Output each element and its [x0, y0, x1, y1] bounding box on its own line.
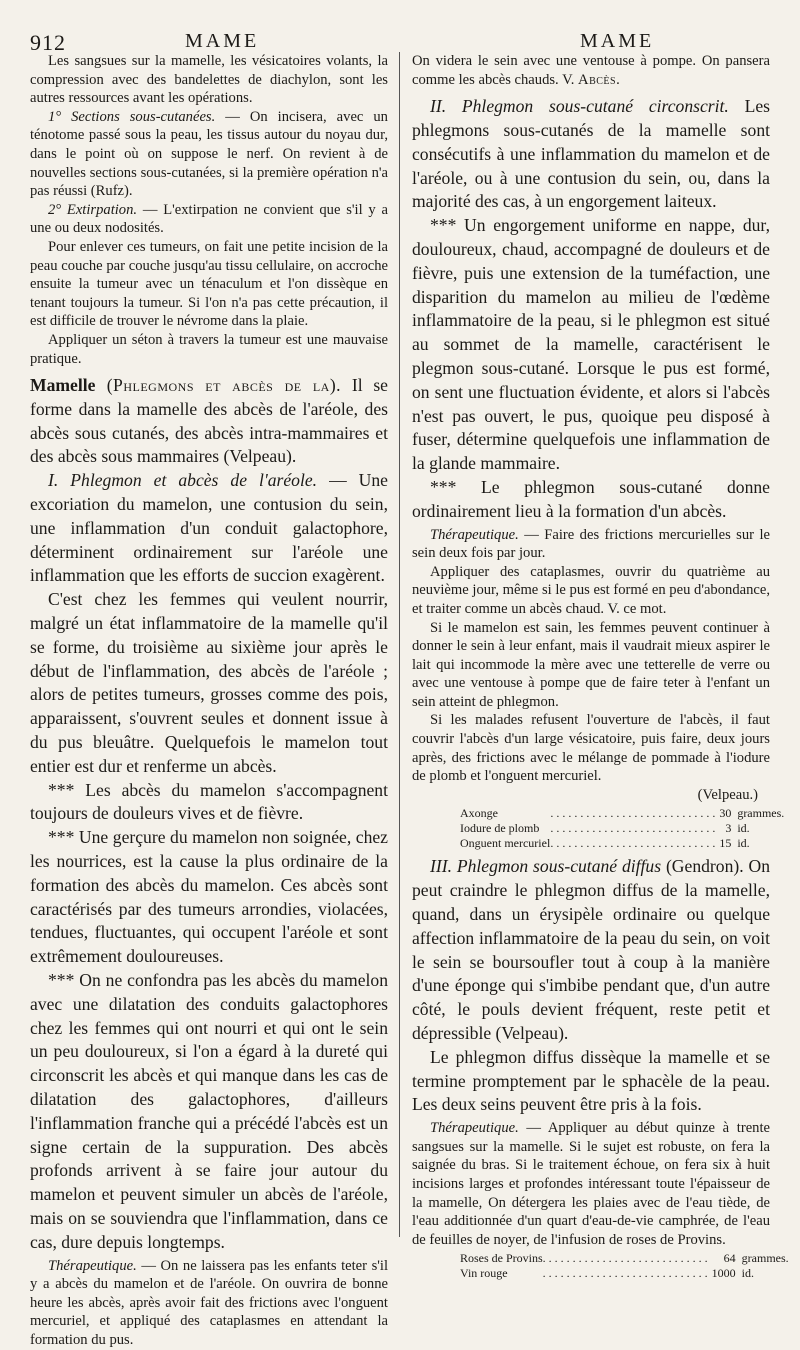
paragraph-text: — On incisera, avec un ténotome passé sous la peau, les tissus autour du noyau dur, dans le point où on suppose le nerf. On revient à de nouvelles sections sous-cutanées, si la première opération n'a pas réussi (Rufz). [30, 108, 388, 200]
paragraph: C'est chez les femmes qui veulent nourrir, malgré un état inflammatoire de la mamelle qu'il se forme, du troisième au sixième jour après le début de l'inflammation, des abcès de l'aréole ; alors de petites tumeurs, grosses comme des pois, apparaissent, s'ouvrent seules et donnent issue à du pus bleuâtre. Quelquefois le mamelon tout entier est dur et renferme un abcès. [30, 589, 388, 776]
therapeutique-label: Thérapeutique. [48, 1257, 137, 1274]
paragraph: *** On ne confondra pas les abcès du mamelon avec une dilatation des conduits galactophores chez les femmes qui ont nourri et qui ont le sein un peu douloureux, si l'on a égard à la dureté qui circonscrit les abcès et qui manque dans les cas de dilatation des galactophores, d'ailleurs l'inflammation franche qui a précédé l'abcès est un signe certain de la suppuration. Des abcès profonds arrivent à se faire jour autour du mamelon et peuvent simuler un abcès de l'aréole, mais on se souviendra que l'inflammation, dans ce cas, dure depuis longtemps. [30, 970, 388, 1252]
section-paragraph [30, 469, 388, 588]
paragraph: *** Les abcès du mamelon s'accompagnent toujours de douleurs vives et de fièvre. [30, 779, 388, 824]
left-column [30, 52, 388, 1348]
ingredient-name: Onguent mercuriel [460, 836, 551, 851]
formula-row [460, 1251, 789, 1266]
paragraph-text: — On ne laissera pas les enfants teter s'il y a abcès du mamelon et de l'aréole. On ouvrira de bonne heure les abcès, après avoir fait des frictions avec l'onguent mercuriel, et appliqué des cataplasmes en attendant la formation du pus. [30, 1257, 388, 1348]
column-divider [399, 52, 400, 1237]
leader-dots [550, 806, 715, 821]
paragraph [30, 108, 388, 201]
running-head-right: MAME [580, 30, 655, 52]
page-number: 912 [30, 30, 66, 55]
paragraph [412, 1119, 770, 1249]
section-heading: II. Phlegmon sous-cutané circonscrit. [430, 96, 729, 117]
paragraph: *** Le phlegmon sous-cutané donne ordinairement lieu à la formation d'un abcès. [412, 476, 770, 521]
ingredient-qty: 64 [723, 1251, 736, 1266]
paragraph: *** Une gerçure du mamelon non soignée, chez les nourrices, est la cause la plus ordinaire de la formation des abcès du mamelon. Ces abcès sont caractérisés par des tumeurs arrondies, violacées, tendues, fluctuantes, qui occupent l'aréole et sont extrêmement douloureuses. [30, 827, 388, 967]
section-paragraph [412, 95, 770, 214]
section-heading: I. Phlegmon et abcès de l'aréole. [48, 470, 318, 491]
ingredient-qty: 3 [725, 821, 732, 836]
formula-row [460, 1266, 789, 1281]
leader-dots [550, 821, 715, 836]
paragraph: Si les malades refusent l'ouverture de l'abcès, il faut couvrir l'abcès d'un large vésicatoire, puis faire, deux jours après, des frictions avec le mélange de pommade à l'iodure de plomb et l'onguent mercuriel. [412, 712, 770, 785]
paragraph [412, 52, 770, 89]
entry-text: Il se forme dans la mamelle des abcès de l'aréole, des abcès sous cutanés, des abcès intra-mammaires et des abcès sous mammaires (Velpeau). [30, 375, 388, 467]
paragraph-text: — L'extirpation ne convient que s'il y a une ou deux nodosités. [30, 201, 388, 237]
page-header [0, 22, 800, 56]
ingredient-qty: 15 [719, 836, 732, 851]
paragraph-text: On videra le sein avec une ventouse à pompe. On pansera comme les abcès chauds. V. [412, 53, 770, 88]
entry-word: Mamelle [30, 375, 96, 396]
paragraph: Le phlegmon diffus dissèque la mamelle et se termine promptement par le sphacèle de la peau. Les deux seins peuvent être pris à la fois. [412, 1046, 770, 1115]
ingredient-unit: grammes. [737, 806, 785, 821]
citation: (Velpeau.) [697, 786, 758, 803]
ingredient-unit: id. [737, 821, 750, 836]
ingredient-name: Vin rouge [460, 1266, 508, 1281]
formula-row [460, 821, 784, 836]
paragraph: Appliquer un séton à travers la tumeur est une mauvaise pratique. [30, 331, 388, 367]
paragraph: Si le mamelon est sain, les femmes peuvent continuer à donner le sein à leur enfant, mais il vaudrait mieux aspirer le lait qui incommode la mère avec une tetterelle de verre ou avec une ventouse à pompe que de faire teter à l'enfant un sein atteint de phlegmon. [412, 619, 770, 710]
paragraph: Les sangsues sur la mamelle, les vésicatoires volants, la compression avec des bandelettes de diachylon, sont les autres ressources avant les opérations. [30, 53, 388, 107]
ingredient-unit: id. [737, 836, 750, 851]
formula-table [460, 806, 784, 851]
ingredient-qty: 30 [719, 806, 732, 821]
paragraph-text: — Appliquer au début quinze à trente sangsues sur la mamelle. Si le sujet est robuste, on fera la saignée du bras. Si le traitement échoue, on fera six à huit incisions larges et profondes intéressant toute l'épaisseur de la mamelle, On détergera les plaies avec de l'eau tiède, de l'eau additionnée d'un quart d'eau-de-vie camphrée, de l'eau de feuilles de noyer, de l'infusion de roses de Provins. [412, 1120, 770, 1248]
section-text: Les phlegmons sous-cutanés de la mamelle sont consécutifs à une inflammation du mamelon et de l'aréole, ou à une contusion du sein, ou, dans la majorité des cas, à un engorgement laiteux. [412, 96, 770, 212]
paragraph: Appliquer des cataplasmes, ouvrir du quatrième au neuvième jour, même si le pus est formé en peu d'abondance, et traiter comme un abcès chaud. V. ce mot. [412, 563, 770, 617]
paragraph: *** Un engorgement uniforme en nappe, dur, douloureux, chaud, accompagné de douleurs et de fièvre, puis une extension de la tuméfaction, une disparition du mamelon au milieu de l'œdème inflammatoire de la peau, si le phlegmon est situé au sommet de la mamelle, caractérisent le plegmon sous-cutané. Lorsque le pus est formé, on sent une fluctuation évidente, et alors si l'abcès n'est pas ouvert, le pus, quoique peu disposé à fuser, détermine quelquefois une inflammation de la glande mammaire. [412, 215, 770, 474]
formula-row [460, 836, 784, 851]
leader-dots [543, 1266, 708, 1281]
subsection-label: 2° Extirpation. [48, 201, 138, 218]
paragraph: Pour enlever ces tumeurs, on fait une petite incision de la peau couche par couche jusqu'au tissu cellulaire, on accroche ensuite la tumeur avec un ténaculum et l'on dissèque en tenant toujours la tumeur. Si l'on n'a pas cette précaution, il est difficile de trouver le névrome dans la plaie. [30, 238, 388, 330]
therapeutique-label: Thérapeutique. [430, 526, 519, 543]
ingredient-name: Roses de Provins [460, 1251, 543, 1266]
ingredient-name: Axonge [460, 806, 498, 821]
paragraph [412, 526, 770, 563]
paragraph [30, 1257, 388, 1350]
formula-row [460, 806, 784, 821]
section-text: — Une excoriation du mamelon, une contusion du sein, une inflammation d'un conduit galactophore, déterminent ordinairement sur l'aréole une inflammation que les efforts de succion exagèrent. [30, 470, 388, 586]
leader-dots [543, 1251, 708, 1266]
section-heading: III. Phlegmon sous-cutané diffus [430, 856, 662, 877]
section-text: (Gendron). On peut craindre le phlegmon diffus de la mamelle, quand, dans un érysipèle ordinaire ou quelque affection inflammatoire de la peau du sein, on voit le sein se boursoufler tout à coup à la manière d'une éponge qui s'imbibe pendant que, d'un autre côté, le pouls devient fréquent, reste petit et dépressible (Velpeau). [412, 856, 770, 1044]
running-head-left: MAMЕ [185, 30, 260, 52]
paragraph [30, 201, 388, 238]
entry-heading-paragraph [30, 374, 388, 469]
cross-reference: Abcès. [578, 71, 621, 88]
formula-table [460, 1251, 789, 1281]
ingredient-unit: id. [741, 1266, 755, 1281]
leader-dots [550, 836, 715, 851]
subsection-label: 1° Sections sous-cutanées. [48, 108, 216, 125]
ingredient-qty: 1000 [711, 1266, 736, 1281]
ingredient-unit: grammes. [741, 1251, 789, 1266]
right-column [412, 52, 789, 1281]
entry-title: (Phlegmons et abcès de la). [95, 375, 342, 396]
paragraph-text: — Faire des frictions mercurielles sur le sein deux fois par jour. [412, 526, 770, 562]
ingredient-name: Iodure de plomb [460, 821, 540, 836]
section-paragraph [412, 855, 770, 1045]
therapeutique-label: Thérapeutique. [430, 1120, 519, 1137]
